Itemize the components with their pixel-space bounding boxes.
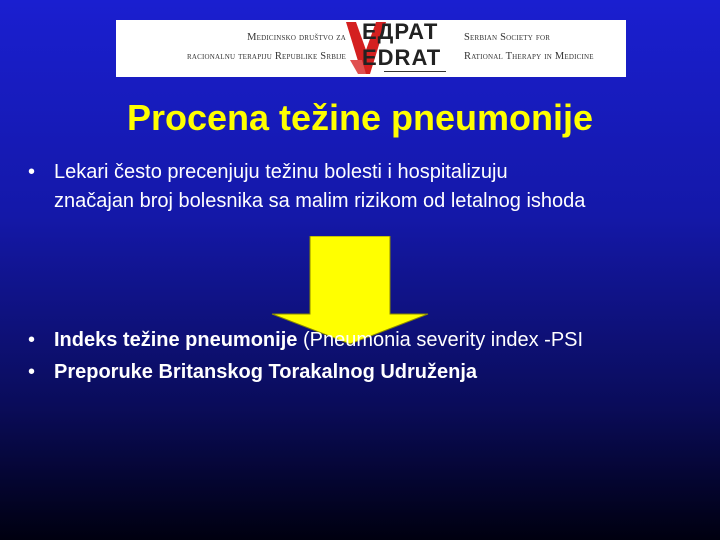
banner-right-text [464,28,626,66]
bullet-3-text [54,358,477,387]
bullet-dot: • [28,161,36,183]
bullet-1-line1: Lekari često precenjuju težinu bolesti i hospitalizuju [54,161,508,183]
banner-left-line2: racionalnu terapiju Republike Srbije [187,51,346,62]
bullet-2-bold: Indeks težine pneumonije [54,329,298,351]
bullet-dot: • [28,361,36,383]
banner-left-text [116,28,346,66]
bullet-2-text [54,326,583,355]
logo-bottom-text: EDRAT [362,45,442,70]
bullet-1-text [54,158,585,216]
logo-underline [384,71,446,72]
banner-right-line1: Serbian Society for [464,32,551,43]
bullet-2-normal: (Pneumonia severity index -PSI [297,329,584,351]
slide-title: Procena težine pneumonije [126,97,594,138]
bullet-dot: • [28,329,36,351]
bullet-1-line2: značajan broj bolesnika sa malim rizikom od letalnog ishoda [54,190,586,212]
banner-left-line1: Medicinsko društvo za [247,32,346,43]
medrat-logo [344,20,454,77]
header-banner [116,20,626,77]
banner-right-line2: Rational Therapy in Medicine [464,51,594,62]
bullet-3-bold: Preporuke Britanskog Torakalnog Udruženja [54,361,478,383]
logo-top-text: ЕДРАТ [362,19,439,44]
